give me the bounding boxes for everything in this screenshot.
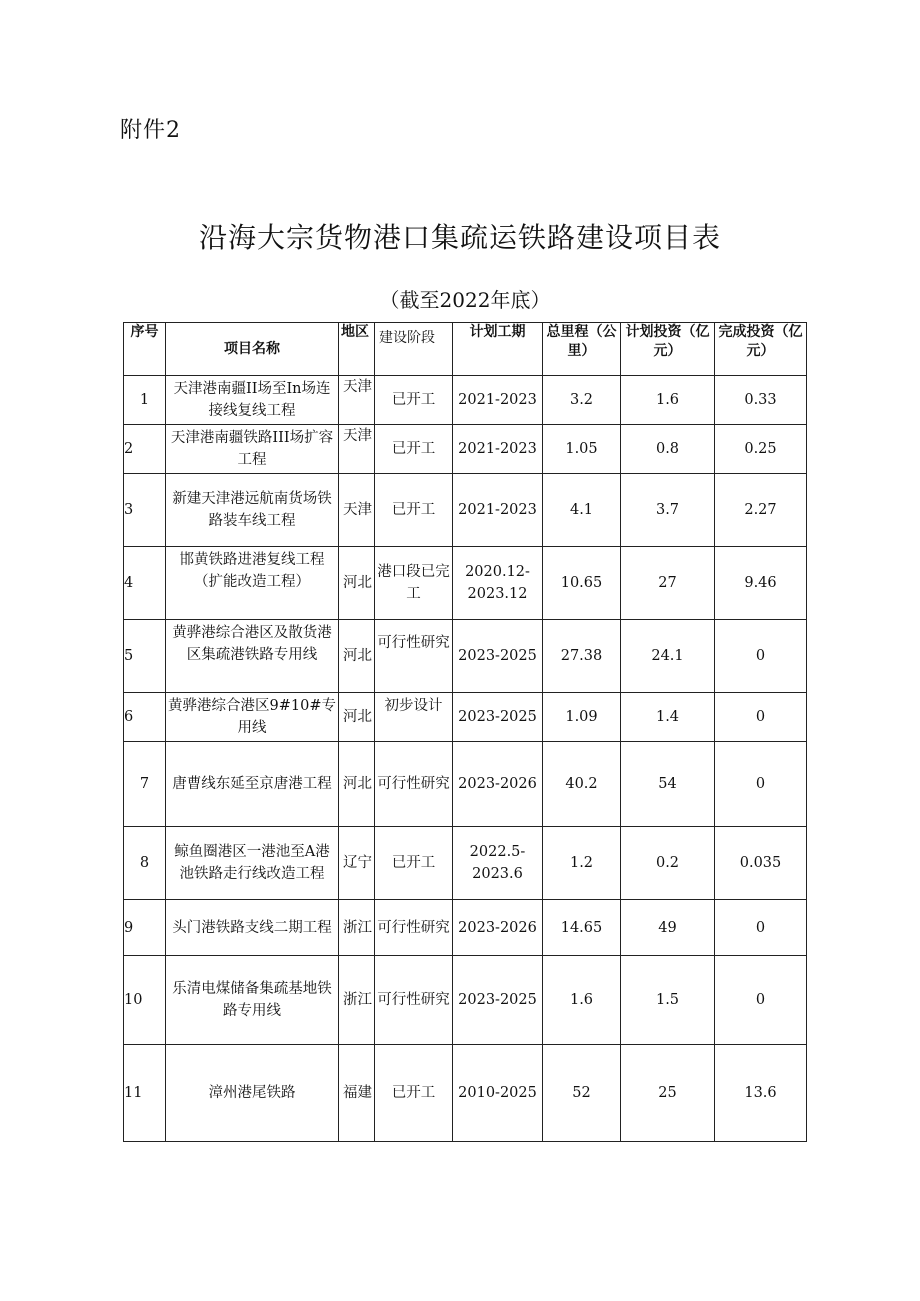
cell-done-invest: 0.33	[715, 376, 807, 425]
cell-stage: 港口段已完工	[375, 547, 453, 620]
cell-seq: 6	[124, 693, 166, 742]
table-row	[124, 376, 807, 425]
cell-name: 天津港南疆铁路III场扩容工程	[166, 425, 339, 474]
cell-period: 2023-2025	[453, 693, 543, 742]
cell-seq: 1	[124, 376, 166, 425]
table-row	[124, 827, 807, 900]
cell-name: 头门港铁路支线二期工程	[166, 900, 339, 956]
cell-length: 40.2	[543, 742, 621, 827]
cell-length: 1.6	[543, 956, 621, 1045]
table-row	[124, 474, 807, 547]
cell-done-invest: 0	[715, 693, 807, 742]
cell-length: 27.38	[543, 620, 621, 693]
cell-length: 1.2	[543, 827, 621, 900]
table-row	[124, 900, 807, 956]
cell-done-invest: 13.6	[715, 1045, 807, 1142]
cell-period: 2022.5-2023.6	[453, 827, 543, 900]
table-row	[124, 425, 807, 474]
header-name: 项目名称	[166, 323, 339, 376]
cell-seq: 8	[124, 827, 166, 900]
cell-seq: 3	[124, 474, 166, 547]
cell-plan-invest: 49	[621, 900, 715, 956]
cell-stage: 可行性研究	[375, 742, 453, 827]
document-subtitle: （截至2022年底）	[379, 288, 551, 312]
cell-length: 14.65	[543, 900, 621, 956]
cell-region: 河北	[339, 742, 375, 827]
header-seq: 序号	[124, 323, 166, 376]
table-row	[124, 693, 807, 742]
cell-stage: 可行性研究	[375, 956, 453, 1045]
cell-stage: 已开工	[375, 474, 453, 547]
cell-region: 河北	[339, 693, 375, 742]
cell-seq: 5	[124, 620, 166, 693]
cell-length: 52	[543, 1045, 621, 1142]
cell-done-invest: 0.035	[715, 827, 807, 900]
cell-period: 2023-2025	[453, 956, 543, 1045]
cell-done-invest: 0	[715, 900, 807, 956]
cell-length: 3.2	[543, 376, 621, 425]
cell-length: 1.09	[543, 693, 621, 742]
cell-name: 黄骅港综合港区及散货港区集疏港铁路专用线	[166, 620, 339, 693]
cell-length: 10.65	[543, 547, 621, 620]
cell-name: 唐曹线东延至京唐港工程	[166, 742, 339, 827]
cell-plan-invest: 0.8	[621, 425, 715, 474]
cell-plan-invest: 1.6	[621, 376, 715, 425]
cell-length: 1.05	[543, 425, 621, 474]
cell-seq: 10	[124, 956, 166, 1045]
cell-name: 乐清电煤储备集疏基地铁路专用线	[166, 956, 339, 1045]
cell-stage: 可行性研究	[375, 900, 453, 956]
cell-done-invest: 2.27	[715, 474, 807, 547]
cell-seq: 2	[124, 425, 166, 474]
document-title: 沿海大宗货物港口集疏运铁路建设项目表	[198, 221, 721, 254]
cell-length: 4.1	[543, 474, 621, 547]
table-row	[124, 620, 807, 693]
cell-region: 天津	[339, 376, 375, 425]
table-row	[124, 956, 807, 1045]
header-done-invest: 完成投资（亿元）	[715, 323, 807, 376]
cell-period: 2023-2026	[453, 900, 543, 956]
cell-seq: 11	[124, 1045, 166, 1142]
header-stage: 建设阶段	[375, 323, 453, 376]
cell-done-invest: 9.46	[715, 547, 807, 620]
cell-done-invest: 0	[715, 620, 807, 693]
cell-region: 天津	[339, 474, 375, 547]
cell-region: 浙江	[339, 956, 375, 1045]
cell-region: 河北	[339, 620, 375, 693]
cell-region: 天津	[339, 425, 375, 474]
table-row	[124, 547, 807, 620]
header-plan-invest: 计划投资（亿元）	[621, 323, 715, 376]
cell-seq: 9	[124, 900, 166, 956]
cell-done-invest: 0.25	[715, 425, 807, 474]
table-header-row	[124, 323, 807, 376]
cell-done-invest: 0	[715, 742, 807, 827]
cell-seq: 7	[124, 742, 166, 827]
cell-plan-invest: 1.5	[621, 956, 715, 1045]
cell-period: 2021-2023	[453, 376, 543, 425]
cell-stage: 已开工	[375, 827, 453, 900]
cell-period: 2021-2023	[453, 474, 543, 547]
cell-region: 福建	[339, 1045, 375, 1142]
cell-seq: 4	[124, 547, 166, 620]
cell-name: 新建天津港远航南货场铁路装车线工程	[166, 474, 339, 547]
cell-plan-invest: 24.1	[621, 620, 715, 693]
cell-period: 2020.12-2023.12	[453, 547, 543, 620]
cell-stage: 已开工	[375, 1045, 453, 1142]
cell-name: 黄骅港综合港区9#10#专用线	[166, 693, 339, 742]
cell-period: 2010-2025	[453, 1045, 543, 1142]
header-region: 地区	[339, 323, 375, 376]
cell-plan-invest: 0.2	[621, 827, 715, 900]
cell-stage: 初步设计	[375, 693, 453, 742]
project-table	[123, 322, 807, 1142]
cell-stage: 已开工	[375, 376, 453, 425]
cell-plan-invest: 1.4	[621, 693, 715, 742]
table-row	[124, 1045, 807, 1142]
cell-done-invest: 0	[715, 956, 807, 1045]
cell-region: 河北	[339, 547, 375, 620]
cell-period: 2021-2023	[453, 425, 543, 474]
header-period: 计划工期	[453, 323, 543, 376]
cell-plan-invest: 3.7	[621, 474, 715, 547]
cell-name: 漳州港尾铁路	[166, 1045, 339, 1142]
cell-name: 天津港南疆II场至In场连接线复线工程	[166, 376, 339, 425]
cell-period: 2023-2026	[453, 742, 543, 827]
cell-region: 辽宁	[339, 827, 375, 900]
cell-period: 2023-2025	[453, 620, 543, 693]
attachment-label: 附件2	[120, 118, 181, 143]
cell-name: 鲸鱼圈港区一港池至A港池铁路走行线改造工程	[166, 827, 339, 900]
header-length: 总里程（公里）	[543, 323, 621, 376]
cell-stage: 已开工	[375, 425, 453, 474]
cell-plan-invest: 54	[621, 742, 715, 827]
cell-stage: 可行性研究	[375, 620, 453, 693]
cell-plan-invest: 25	[621, 1045, 715, 1142]
cell-name: 邯黄铁路进港复线工程（扩能改造工程）	[166, 547, 339, 620]
table-row	[124, 742, 807, 827]
cell-plan-invest: 27	[621, 547, 715, 620]
cell-region: 浙江	[339, 900, 375, 956]
